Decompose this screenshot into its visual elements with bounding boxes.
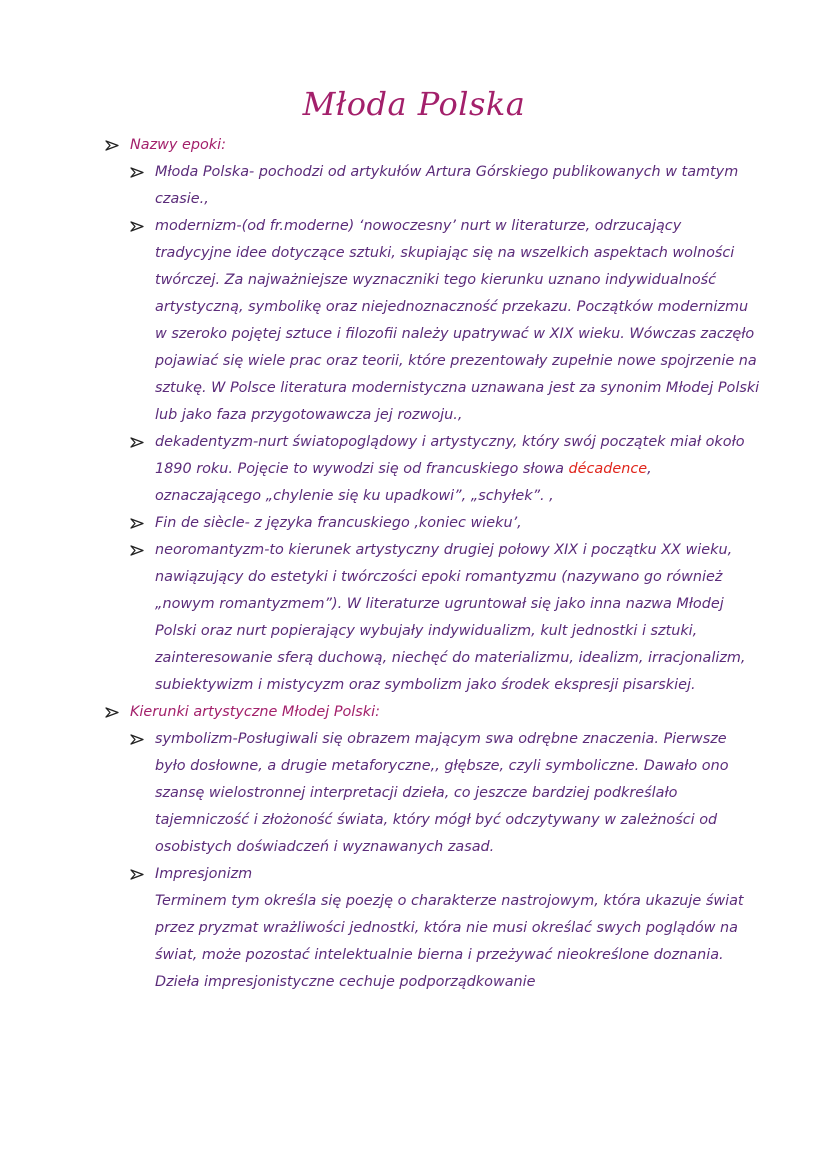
arrow-bullet-icon bbox=[105, 132, 125, 159]
list-item bbox=[130, 537, 760, 699]
arrow-bullet-icon bbox=[130, 510, 150, 537]
item-text-before: dekadentyzm-nurt światopoglądowy i artystyczny, który swój początek miał około 1890 roku. Pojęcie to wywodzi się od francuskiego słowa bbox=[155, 434, 745, 477]
item-text: symbolizm-Posługiwali się obrazem mającym swa odrębne znaczenia. Pierwsze było dosłowne, a drugie metaforyczne,, głębsze, czyli symboliczne. Dawało ono szansę wielostronnej interpretacji dzieła, co jeszcze bardziej podkreślało tajemniczość i złożoność świata, który mógł być odczytywany w zależności od osobistych doświadczeń i wyznawanych zasad. bbox=[155, 731, 729, 855]
list-item bbox=[130, 510, 760, 537]
item-text: Młoda Polska- pochodzi od artykułów Artura Górskiego publikowanych w tamtym czasie., bbox=[155, 164, 739, 207]
section-kierunki bbox=[100, 699, 760, 996]
list-item bbox=[130, 429, 760, 510]
arrow-bullet-icon bbox=[130, 429, 150, 456]
arrow-bullet-icon bbox=[130, 213, 150, 240]
item-title: Impresjonizm bbox=[155, 866, 253, 882]
list-item bbox=[130, 213, 760, 429]
section-nazwy-epoki bbox=[100, 132, 760, 699]
list-item bbox=[130, 861, 760, 996]
section-heading: Nazwy epoki: bbox=[130, 137, 226, 153]
highlight-word: décadence bbox=[568, 461, 648, 477]
item-text bbox=[155, 429, 760, 510]
document-body bbox=[100, 132, 760, 996]
list-item bbox=[130, 159, 760, 213]
item-text-after: , oznaczającego „chylenie się ku upadkowi”, „schyłek”. , bbox=[155, 461, 652, 504]
arrow-bullet-icon bbox=[105, 699, 125, 726]
item-text: Terminem tym określa się poezję o charakterze nastrojowym, która ukazuje świat przez pryzmat wrażliwości jednostki, która nie musi określać swych poglądów na świat, może pozostać intelektualnie bierna i przeżywać nieokreślone doznania. Dzieła impresjonistyczne cechuje podporządkowanie bbox=[155, 893, 744, 990]
arrow-bullet-icon bbox=[130, 726, 150, 753]
page-title: Młoda Polska bbox=[302, 85, 526, 123]
item-text-before: neoromantyzm-to kierunek artystyczny drugiej połowy XIX i początku XX wieku, nawiązujący do estetyki i twórczości epoki romantyzmu (nazywano go również bbox=[155, 542, 733, 585]
quoted-phrase: „nowym romantyzmem” bbox=[155, 596, 332, 612]
arrow-bullet-icon bbox=[130, 159, 150, 186]
arrow-bullet-icon bbox=[130, 537, 150, 564]
list-item bbox=[130, 726, 760, 861]
item-text-after: ). W literaturze ugruntował się jako inna nazwa Młodej Polski oraz nurt popierający wybujały indywidualizm, kult jednostki i sztuki, zainteresowanie sferą duchową, niechęć do materializmu, idealizm, irracjonalizm, subiektywizm i mistycyzm oraz symbolizm jako środek ekspresji pisarskiej. bbox=[155, 596, 746, 693]
section-heading: Kierunki artystyczne Młodej Polski: bbox=[130, 704, 380, 720]
arrow-bullet-icon bbox=[130, 861, 150, 888]
item-text: modernizm-(od fr.moderne) ‘nowoczesny’ nurt w literaturze, odrzucający tradycyjne idee dotyczące sztuki, skupiając się na wszelkich aspektach wolności twórczej. Za najważniejsze wyznaczniki tego kierunku uznano indywidualność artystyczną, symbolikę oraz niejednoznaczność przekazu. Początków modernizmu w szeroko pojętej sztuce i filozofii należy upatrywać w XIX wieku. Wówczas zaczęło pojawiać się wiele prac oraz teorii, które prezentowały zupełnie nowe spojrzenie na sztukę. W Polsce literatura modernistyczna uznawana jest za synonim Młodej Polski lub jako faza przygotowawcza jej rozwoju., bbox=[155, 218, 760, 423]
item-text bbox=[155, 537, 760, 699]
item-text: Fin de siècle- z języka francuskiego ‚koniec wieku’, bbox=[155, 515, 522, 531]
